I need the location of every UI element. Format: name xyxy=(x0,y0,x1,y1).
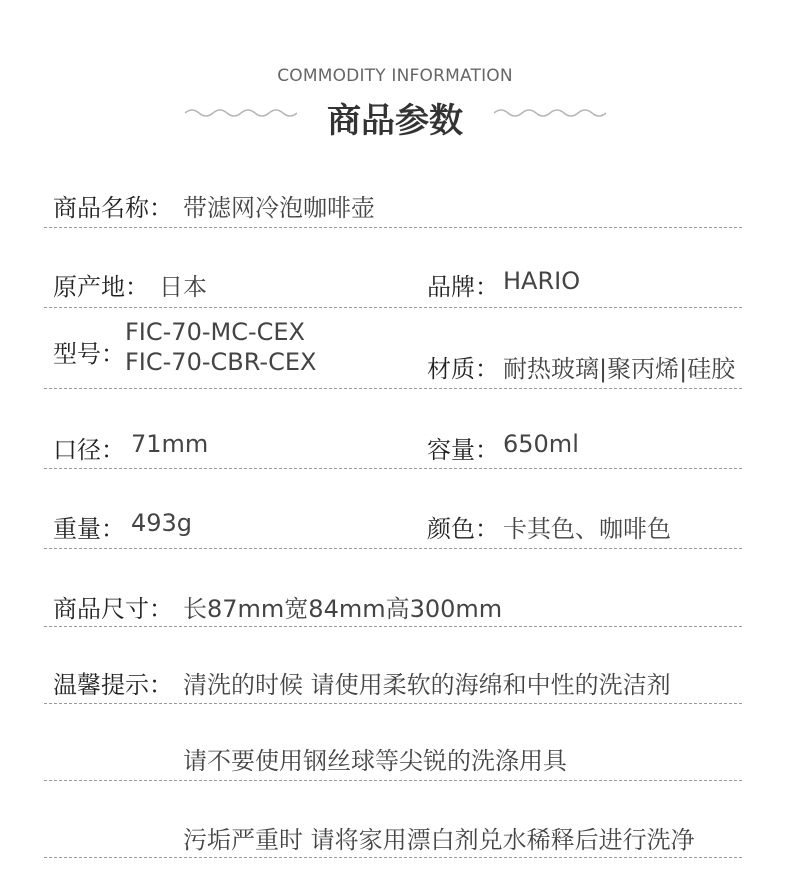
material-value: 耐热玻璃|聚丙烯|硅胶 xyxy=(503,355,736,383)
origin-label: 原产地： xyxy=(53,273,149,301)
section-title: 商品参数 xyxy=(327,101,463,141)
model-value-1: FIC-70-MC-CEX xyxy=(125,318,305,346)
model-label: 型号： xyxy=(53,340,125,368)
param-row-size xyxy=(44,548,742,627)
capacity-label: 容量： xyxy=(427,436,499,464)
section-subtitle-en: COMMODITY INFORMATION xyxy=(277,66,513,86)
section-header xyxy=(0,0,790,150)
tips-label: 温馨提示： xyxy=(53,671,173,699)
param-row-model-material xyxy=(44,307,742,389)
name-value: 带滤网冷泡咖啡壶 xyxy=(183,194,375,222)
tips-line-1: 清洗的时候 请使用柔软的海绵和中性的洗洁剂 xyxy=(183,671,671,699)
tips-line-3: 污垢严重时 请将家用漂白剂兑水稀释后进行洗净 xyxy=(183,826,695,854)
model-value-2: FIC-70-CBR-CEX xyxy=(125,348,317,376)
param-row-tips-1 xyxy=(44,626,742,704)
diameter-label: 口径： xyxy=(53,436,125,464)
tips-line-2: 请不要使用钢丝球等尖锐的洗涤用具 xyxy=(183,747,567,775)
size-value: 长87mm宽84mm高300mm xyxy=(183,595,503,623)
weight-label: 重量： xyxy=(53,515,125,543)
param-row-origin-brand xyxy=(44,227,742,308)
wave-ornament-right xyxy=(494,106,606,120)
param-row-tips-2 xyxy=(44,703,742,781)
origin-value: 日本 xyxy=(159,273,207,301)
brand-value: HARIO xyxy=(503,267,581,295)
weight-value: 493g xyxy=(131,509,193,537)
capacity-value: 650ml xyxy=(503,430,579,458)
color-value: 卡其色、咖啡色 xyxy=(503,515,671,543)
param-row-name xyxy=(44,180,742,228)
param-row-diameter-capacity xyxy=(44,388,742,469)
param-row-weight-color xyxy=(44,468,742,549)
model-values xyxy=(125,317,316,377)
color-label: 颜色： xyxy=(427,515,499,543)
size-label: 商品尺寸： xyxy=(53,595,173,623)
brand-label: 品牌： xyxy=(427,273,499,301)
material-label: 材质： xyxy=(427,355,499,383)
diameter-value: 71mm xyxy=(131,430,209,458)
name-label: 商品名称： xyxy=(53,194,173,222)
param-row-tips-3 xyxy=(44,780,742,858)
